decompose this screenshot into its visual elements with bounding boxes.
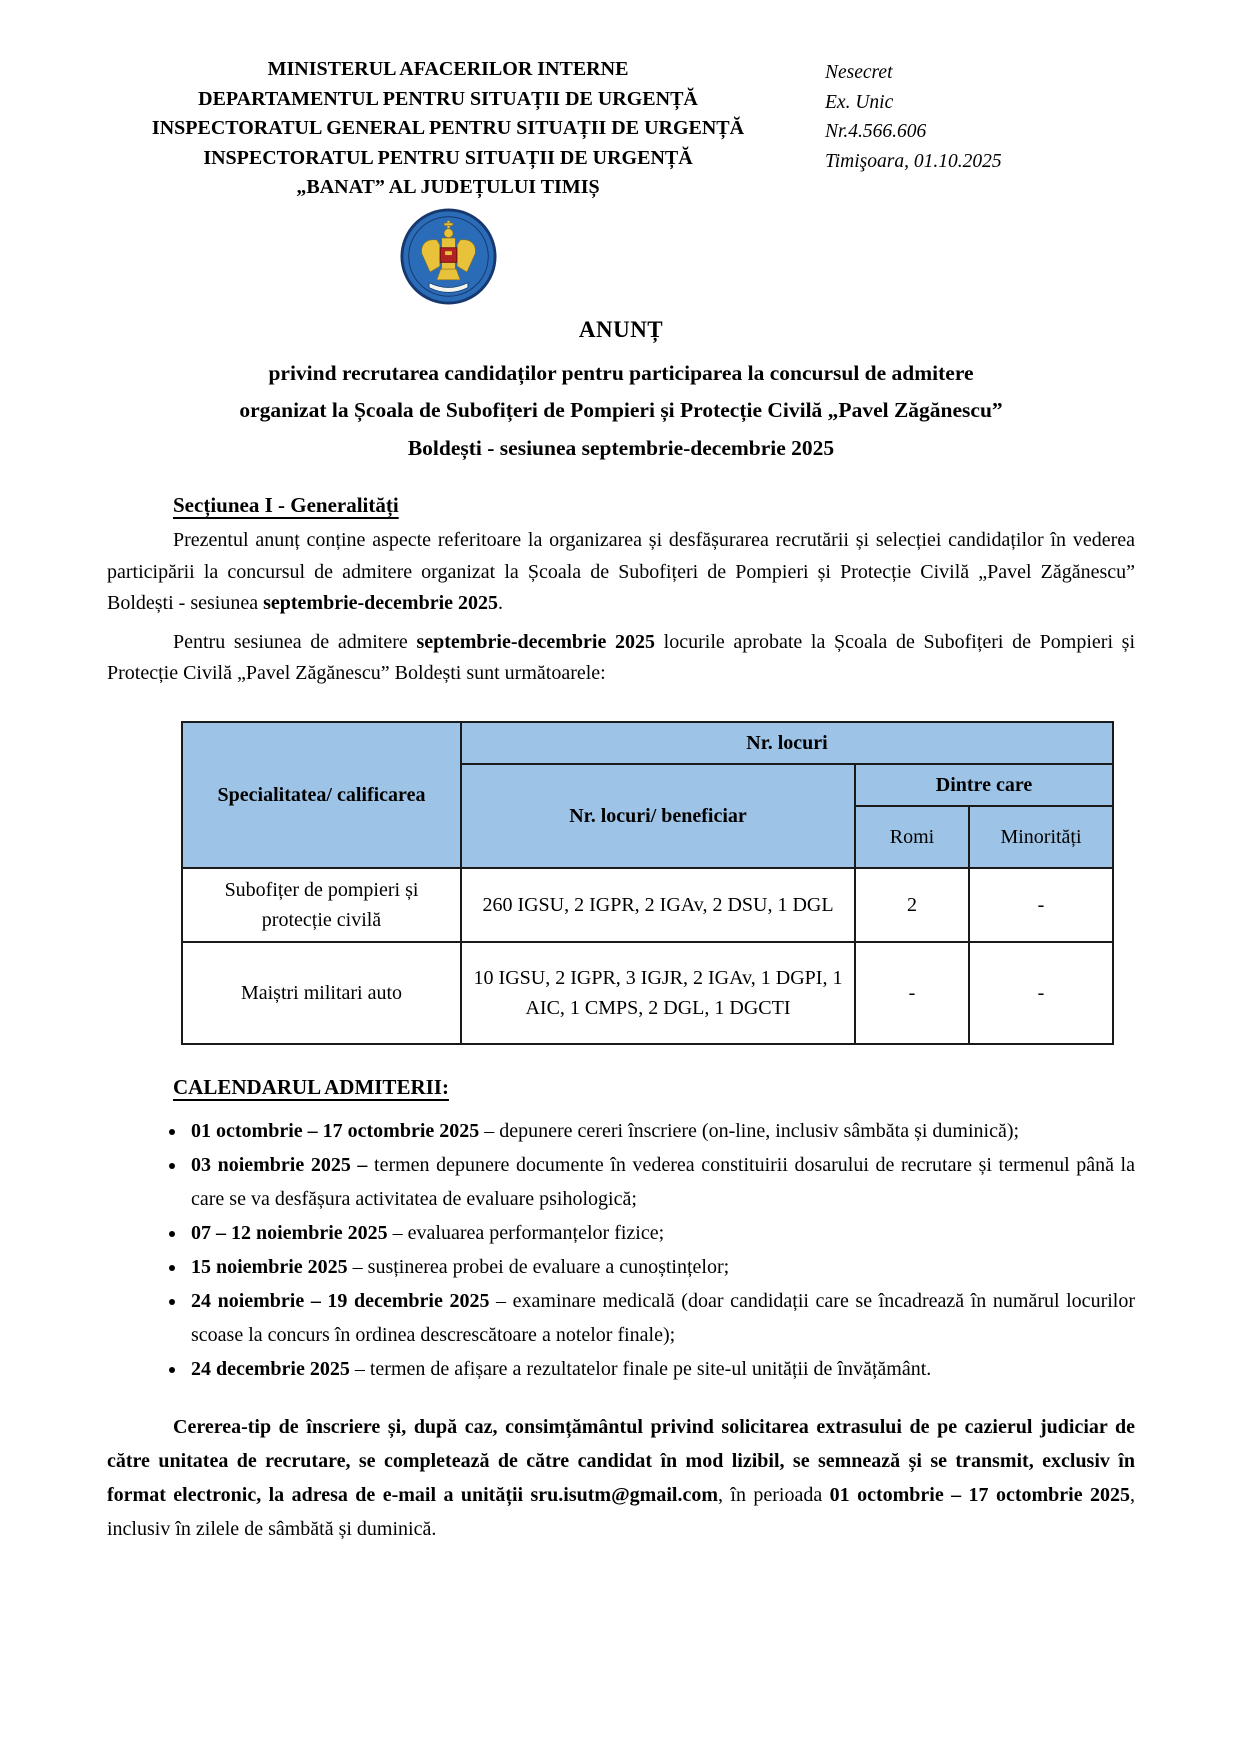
table-header-row-1 bbox=[182, 722, 1113, 764]
document-letterhead bbox=[107, 55, 1135, 203]
header-cell-nr-locuri: Nr. locuri bbox=[461, 722, 1113, 764]
text-segment: , în perioada bbox=[718, 1483, 830, 1506]
cell-romi-maistri: - bbox=[855, 942, 969, 1044]
org-line-general-inspectorate: INSPECTORATUL GENERAL PENTRU SITUAȚII DE URGENȚĂ bbox=[151, 117, 745, 139]
admission-places-table bbox=[181, 721, 1114, 1045]
calendar-list bbox=[107, 1114, 1135, 1386]
text-segment: Pentru sesiunea de admitere bbox=[173, 630, 417, 653]
meta-place-date: Timişoara, 01.10.2025 bbox=[825, 150, 1002, 172]
text-segment: Cererea-tip de înscriere și, după caz, consimțământul privind solicitarea extrasului de pe cazierul judiciar de către unitatea de recrutare, se completează de către candidat în mod lizibil, se semnează și se transmit, exclusiv în format electronic, la adresa de e-mail a unității bbox=[107, 1415, 1135, 1506]
calendar-heading: CALENDARUL ADMITERII: bbox=[173, 1074, 449, 1099]
header-cell-minoritati: Minorități bbox=[969, 806, 1113, 868]
text-segment: Prezentul anunț conține aspecte referitoare la organizarea și desfășurarea recrutării și selecției candidaților în vederea participării la concursul de admitere organizat la Școala de Subofițeri de Pompieri și Protecție Civilă „Pavel Zăgănescu” Boldești - sesiunea bbox=[107, 529, 1135, 614]
text-segment: locurile aprobate la Școala de Subofițeri de Pompieri și Protecție Civilă „Pavel Zăgănescu” Boldești sunt următoarele: bbox=[107, 630, 1136, 684]
text-segment: 01 octombrie – 17 octombrie 2025 bbox=[191, 1119, 480, 1142]
cell-spec-subofiter: Subofițer de pompieri și protecție civilă bbox=[182, 868, 461, 942]
title-subtitle-3: Boldești - sesiunea septembrie-decembrie 2025 bbox=[407, 435, 835, 460]
text-segment: – examinare medicală (doar candidații care se încadrează în numărul locurilor scoase la concurs în ordinea descrescătoare a notelor finale); bbox=[191, 1289, 1135, 1346]
text-segment: . bbox=[498, 592, 504, 614]
meta-copy: Ex. Unic bbox=[825, 91, 894, 113]
header-cell-dintre-care: Dintre care bbox=[855, 764, 1113, 806]
cell-spec-maistri: Maiștri militari auto bbox=[182, 942, 461, 1044]
text-segment: – evaluarea performanțelor fizice; bbox=[387, 1221, 665, 1244]
text-segment: 07 – 12 noiembrie 2025 bbox=[191, 1221, 388, 1244]
cell-beneficiar-maistri: 10 IGSU, 2 IGPR, 3 IGJR, 2 IGAv, 1 DGPI, 1 AIC, 1 CMPS, 2 DGL, 1 DGCTI bbox=[461, 942, 855, 1044]
organization-block bbox=[107, 55, 789, 203]
org-line-ministry: MINISTERUL AFACERILOR INTERNE bbox=[267, 58, 629, 80]
text-segment: – susținerea probei de evaluare a cunoștințelor; bbox=[347, 1255, 730, 1278]
closing-paragraph bbox=[107, 1410, 1135, 1546]
title-subtitle-1: privind recrutarea candidaților pentru participarea la concursul de admitere bbox=[268, 360, 974, 385]
cell-minoritati-maistri: - bbox=[969, 942, 1113, 1044]
header-cell-romi: Romi bbox=[855, 806, 969, 868]
text-segment: 03 noiembrie 2025 – bbox=[191, 1153, 368, 1176]
calendar-item-examinare-medicala bbox=[187, 1284, 1135, 1352]
text-segment: 15 noiembrie 2025 bbox=[191, 1255, 348, 1278]
section-1-heading: Secțiunea I - Generalități bbox=[173, 493, 399, 517]
section-1-paragraph-2 bbox=[107, 627, 1135, 690]
calendar-item-proba-cunostinte bbox=[187, 1250, 1135, 1284]
header-cell-specialitatea: Specialitatea/ calificarea bbox=[182, 722, 461, 868]
text-segment: septembrie-decembrie 2025 bbox=[416, 630, 656, 653]
text-segment: 01 octombrie – 17 octombrie 2025 bbox=[829, 1483, 1130, 1506]
calendar-item-performante-fizice bbox=[187, 1216, 1135, 1250]
text-segment: – termen de afișare a rezultatelor finale pe site-ul unității de învățământ. bbox=[349, 1357, 932, 1380]
section-1-paragraph-1 bbox=[107, 525, 1135, 620]
text-segment: termen depunere documente în vederea constituirii dosarului de recrutare și termenul până la care se va desfășura activitatea de evaluare psihologică; bbox=[191, 1153, 1135, 1210]
ministry-seal-icon bbox=[400, 208, 497, 305]
header-cell-beneficiar: Nr. locuri/ beneficiar bbox=[461, 764, 855, 868]
calendar-item-inscriere bbox=[187, 1114, 1135, 1148]
title-subtitle-2: organizat la Școala de Subofițeri de Pompieri și Protecție Civilă „Pavel Zăgănescu” bbox=[239, 398, 1003, 422]
title-block bbox=[107, 317, 1135, 468]
calendar-item-rezultate-finale bbox=[187, 1352, 1135, 1386]
calendar-item-dosar bbox=[187, 1148, 1135, 1216]
cell-minoritati-subofiter: - bbox=[969, 868, 1113, 942]
text-segment: sru.isutm@gmail.com bbox=[530, 1483, 718, 1506]
text-segment: 24 noiembrie – 19 decembrie 2025 bbox=[191, 1289, 490, 1312]
table-row-maistri bbox=[182, 942, 1113, 1044]
cell-beneficiar-subofiter: 260 IGSU, 2 IGPR, 2 IGAv, 2 DSU, 1 DGL bbox=[461, 868, 855, 942]
org-line-inspectorate: INSPECTORATUL PENTRU SITUAȚII DE URGENȚĂ bbox=[203, 146, 693, 169]
meta-classification: Nesecret bbox=[825, 62, 893, 83]
text-segment: , inclusiv în zilele de sâmbătă și duminică. bbox=[107, 1483, 1135, 1540]
meta-registration-number: Nr.4.566.606 bbox=[825, 121, 927, 142]
calendar-heading-row bbox=[173, 1075, 1135, 1100]
org-line-banat-timis: „BANAT” AL JUDEȚULUI TIMIȘ bbox=[296, 176, 600, 198]
cell-romi-subofiter: 2 bbox=[855, 868, 969, 942]
logo-row bbox=[107, 208, 789, 305]
text-segment: 24 decembrie 2025 bbox=[191, 1357, 350, 1380]
org-line-department: DEPARTAMENTUL PENTRU SITUAȚII DE URGENȚĂ bbox=[198, 87, 698, 110]
section-1-heading-row bbox=[173, 493, 1135, 518]
table-row-subofiter bbox=[182, 868, 1113, 942]
text-segment: septembrie-decembrie 2025 bbox=[263, 592, 499, 614]
text-segment: – depunere cereri înscriere (on-line, inclusiv sâmbăta și duminică); bbox=[479, 1119, 1020, 1142]
announcement-title: ANUNȚ bbox=[578, 316, 664, 342]
document-meta-block bbox=[825, 55, 1002, 176]
